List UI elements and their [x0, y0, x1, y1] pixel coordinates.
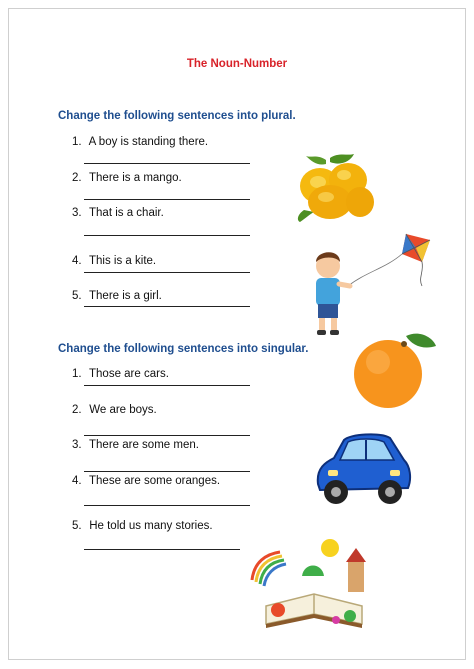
answer-line-singular-4[interactable] — [84, 505, 250, 506]
singular-question-5: 5. He told us many stories. — [72, 520, 213, 532]
answer-line-singular-1[interactable] — [84, 385, 250, 386]
answer-line-singular-3[interactable] — [84, 471, 250, 472]
boy-with-kite-image — [306, 228, 438, 340]
blue-car-image — [310, 428, 414, 512]
answer-line-singular-5[interactable] — [84, 549, 240, 550]
plural-question-5: 5. There is a girl. — [72, 290, 162, 302]
answer-line-plural-1[interactable] — [84, 163, 250, 164]
singular-question-3: 3. There are some men. — [72, 439, 199, 451]
section-heading-singular: Change the following sentences into singular. — [58, 343, 309, 355]
answer-line-plural-3[interactable] — [84, 235, 250, 236]
plural-question-1: 1. A boy is standing there. — [72, 136, 209, 148]
singular-question-1: 1. Those are cars. — [72, 368, 169, 380]
plural-question-4: 4. This is a kite. — [72, 255, 157, 267]
answer-line-singular-2[interactable] — [84, 435, 250, 436]
section-heading-plural: Change the following sentences into plural. — [58, 110, 296, 122]
orange-image — [348, 328, 440, 412]
storybook-image — [244, 532, 384, 636]
singular-question-2: 2. We are boys. — [72, 404, 157, 416]
mango-image — [296, 152, 378, 224]
answer-line-plural-2[interactable] — [84, 199, 250, 200]
plural-question-3: 3. That is a chair. — [72, 207, 164, 219]
page-title: The Noun-Number — [186, 58, 288, 70]
answer-line-plural-4[interactable] — [84, 272, 250, 273]
answer-line-plural-5[interactable] — [84, 306, 250, 307]
plural-question-2: 2. There is a mango. — [72, 172, 182, 184]
singular-question-4: 4. These are some oranges. — [72, 475, 221, 487]
